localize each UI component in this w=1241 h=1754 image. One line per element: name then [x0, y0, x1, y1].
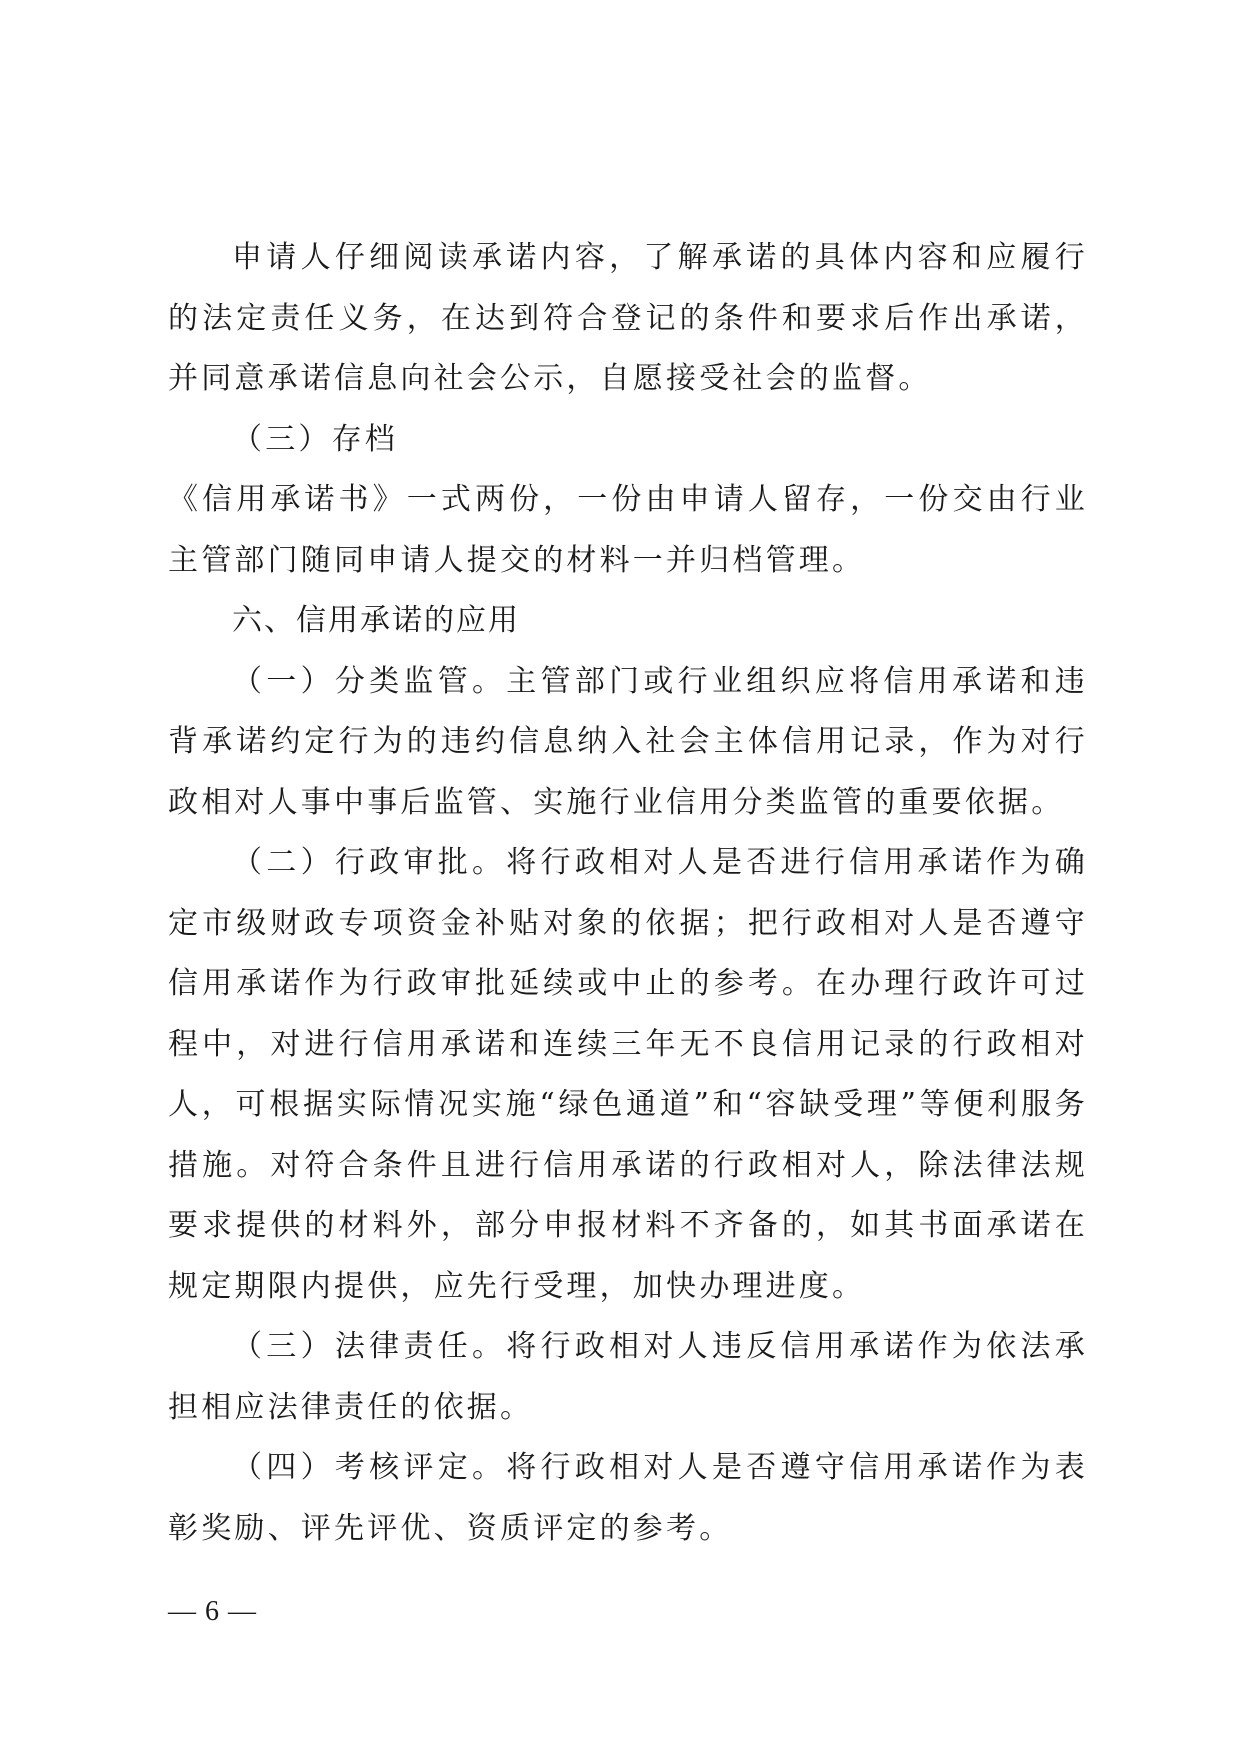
paragraph-assessment-evaluation: （四）考核评定。将行政相对人是否遵守信用承诺作为表彰奖励、评先评优、资质评定的参考。	[168, 1450, 1088, 1546]
paragraph-archive-details: 《信用承诺书》一式两份，一份由申请人留存，一份交由行业主管部门随同申请人提交的材料一并归档管理。	[168, 482, 1088, 578]
paragraph-legal-liability: （三）法律责任。将行政相对人违反信用承诺作为依法承担相应法律责任的依据。	[168, 1329, 1088, 1425]
subheading-archive: （三）存档	[232, 421, 398, 457]
section-heading-credit-commitment-application: 六、信用承诺的应用	[232, 603, 520, 638]
page-number: — 6 —	[168, 1596, 257, 1627]
paragraph-administrative-approval: （二）行政审批。将行政相对人是否进行信用承诺作为确定市级财政专项资金补贴对象的依据；把行政相对人是否遵守信用承诺作为行政审批延续或中止的参考。在办理行政许可过程中，对进行信用承诺和连续三年无不良信用记录的行政相对人，可根据实际情况实施“绿色通道”和“容缺受理”等便利服务措施。对符合条件且进行信用承诺的行政相对人，除法律法规要求提供的材料外，部分申报材料不齐备的，如其书面承诺在规定期限内提供，应先行受理，加快办理进度。	[168, 845, 1088, 1304]
document-body	[168, 228, 1088, 1559]
paragraph-commitment-reading: 申请人仔细阅读承诺内容，了解承诺的具体内容和应履行的法定责任义务，在达到符合登记的条件和要求后作出承诺，并同意承诺信息向社会公示，自愿接受社会的监督。	[168, 240, 1088, 396]
paragraph-classified-supervision: （一）分类监管。主管部门或行业组织应将信用承诺和违背承诺约定行为的违约信息纳入社会主体信用记录，作为对行政相对人事中事后监管、实施行业信用分类监管的重要依据。	[168, 663, 1088, 820]
